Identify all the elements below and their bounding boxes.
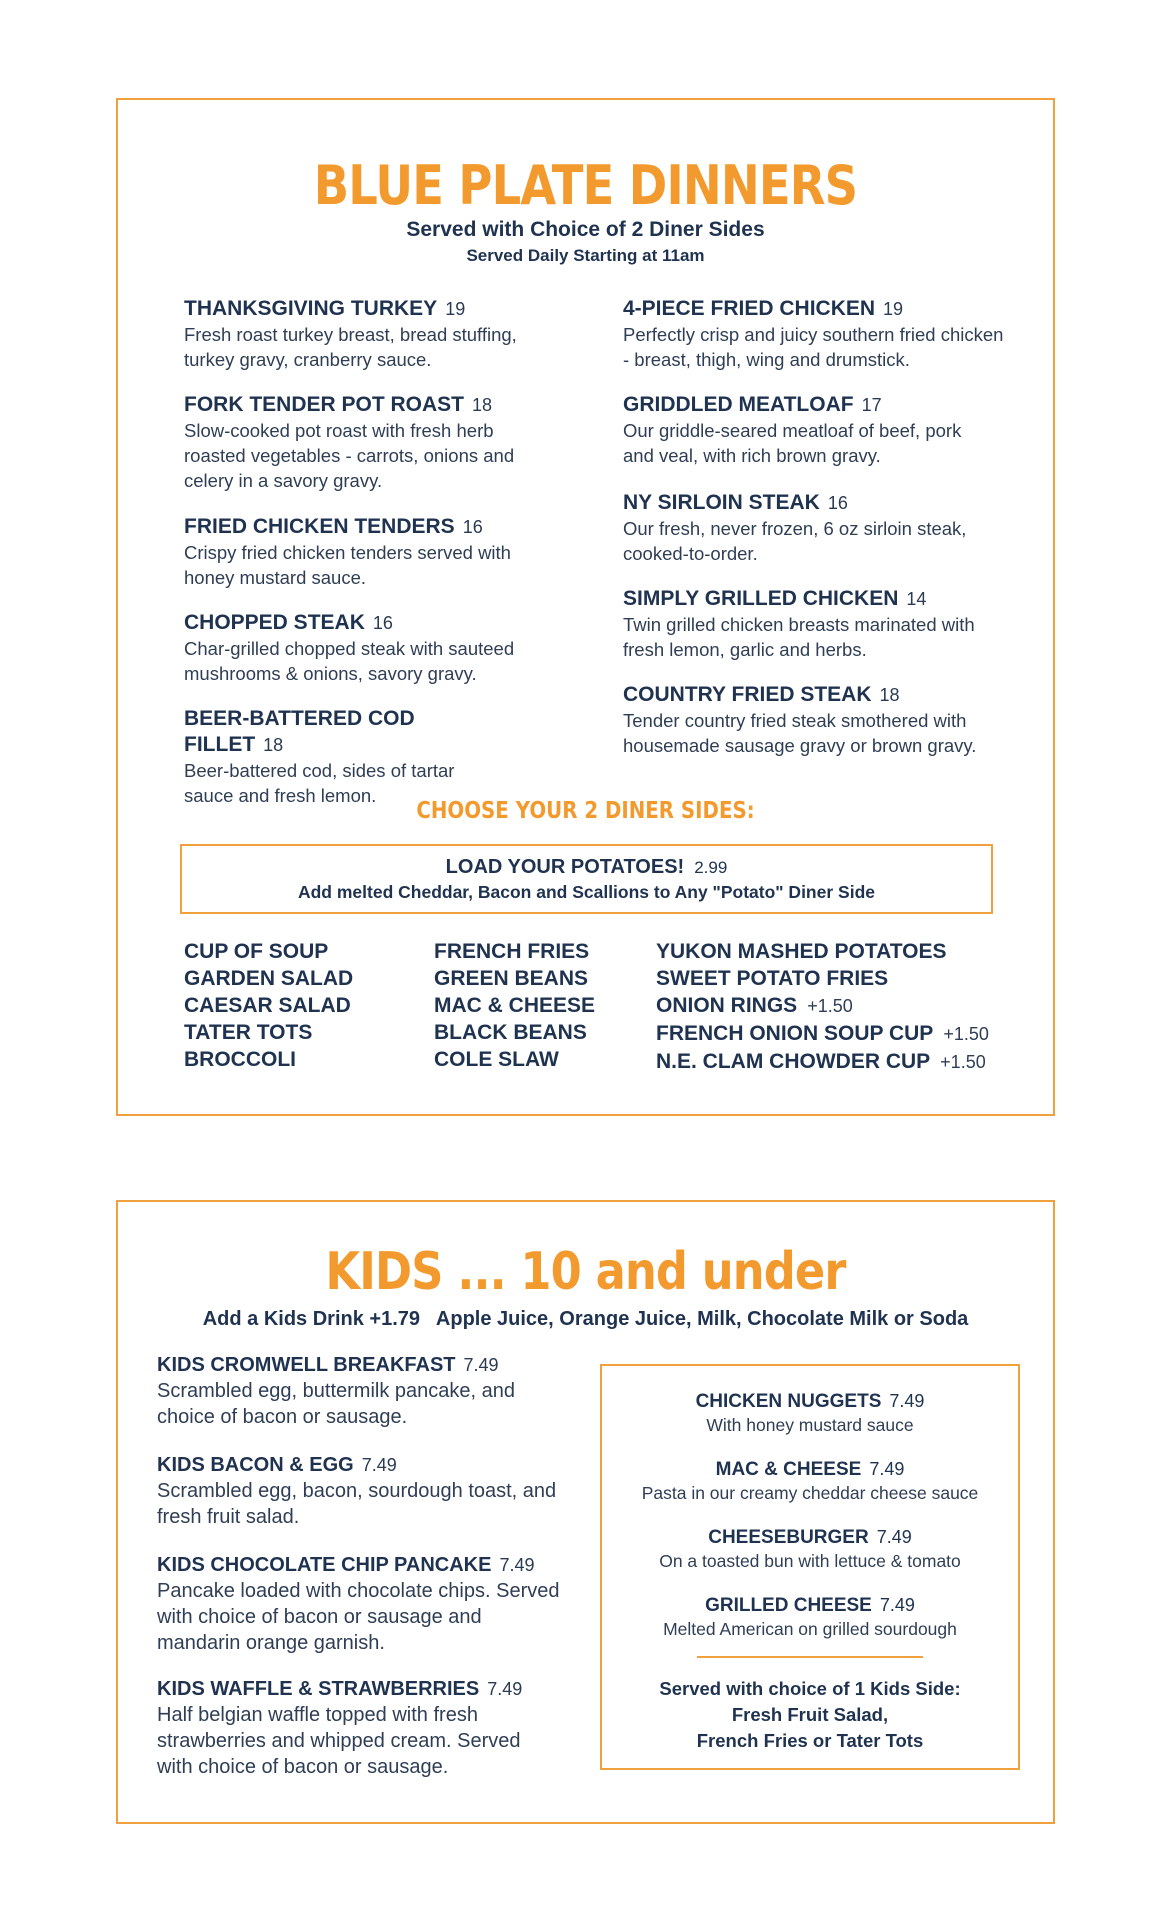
item-price: 7.49 <box>499 1555 535 1575</box>
item-name: GRIDDLED MEATLOAF <box>623 393 854 416</box>
dinner-item <box>184 296 544 372</box>
item-name: MAC & CHEESE <box>715 1459 862 1480</box>
kids-section <box>116 1200 1055 1824</box>
item-price: 14 <box>906 589 927 609</box>
side-name: ONION RINGS <box>656 994 798 1017</box>
kids-entree <box>602 1390 1018 1436</box>
item-name: CHICKEN NUGGETS <box>695 1391 882 1412</box>
item-name: CHOPPED STEAK <box>184 611 365 634</box>
dinners-subtitle: Served with Choice of 2 Diner Sides <box>406 218 765 241</box>
dinner-item <box>623 682 1013 758</box>
item-price: 7.49 <box>463 1355 499 1375</box>
item-price: 16 <box>827 493 848 513</box>
item-price: 18 <box>472 395 493 415</box>
load-title: LOAD YOUR POTATOES! <box>445 856 685 878</box>
item-price: 16 <box>372 613 393 633</box>
side-name: YUKON MASHED POTATOES <box>656 940 947 963</box>
side-item: GREEN BEANS <box>434 967 589 990</box>
dinner-item <box>184 392 544 493</box>
side-item: BLACK BEANS <box>434 1021 587 1044</box>
dinner-item <box>623 392 968 468</box>
item-price: 19 <box>445 299 466 319</box>
item-desc: Fresh roast turkey breast, bread stuffing, turkey gravy, cranberry sauce. <box>184 324 517 370</box>
item-desc: With honey mustard sauce <box>706 1415 914 1435</box>
kids-item <box>157 1352 577 1430</box>
side-item <box>656 965 989 992</box>
item-name: THANKSGIVING TURKEY <box>184 297 438 320</box>
item-price: 18 <box>879 685 900 705</box>
side-item <box>656 1048 989 1076</box>
item-name: KIDS BACON & EGG <box>157 1454 354 1476</box>
dinners-hours: Served Daily Starting at 11am <box>466 246 705 265</box>
item-name: SIMPLY GRILLED CHICKEN <box>623 587 899 610</box>
item-desc: Melted American on grilled sourdough <box>663 1619 957 1639</box>
side-item: FRENCH FRIES <box>434 940 590 963</box>
kids-title: KIDS ... 10 and under <box>325 1242 846 1302</box>
item-price: 7.49 <box>876 1527 912 1547</box>
item-name: FORK TENDER POT ROAST <box>184 393 465 416</box>
item-desc: Pancake loaded with chocolate chips. Served with choice of bacon or sausage and mandarin orange garnish. <box>157 1580 560 1654</box>
load-desc: Add melted Cheddar, Bacon and Scallions to Any "Potato" Diner Side <box>297 882 875 902</box>
item-desc: Pasta in our creamy cheddar cheese sauce <box>641 1483 979 1503</box>
dinners-title: BLUE PLATE DINNERS <box>313 154 858 217</box>
side-name: SWEET POTATO FRIES <box>656 967 889 990</box>
sides-column-1 <box>184 938 353 1073</box>
item-desc: Scrambled egg, bacon, sourdough toast, and fresh fruit salad. <box>157 1480 557 1528</box>
side-item: CAESAR SALAD <box>184 994 351 1017</box>
item-desc: Perfectly crisp and juicy southern fried chicken - breast, thigh, wing and drumstick. <box>623 324 1004 370</box>
side-item <box>656 1020 989 1048</box>
side-note-line: Served with choice of 1 Kids Side: <box>659 1678 961 1699</box>
kids-item <box>157 1676 587 1780</box>
dinner-item <box>184 706 504 808</box>
dinner-item <box>623 296 1013 372</box>
item-desc: Our griddle-seared meatloaf of beef, pork and veal, with rich brown gravy. <box>623 420 962 466</box>
side-name: FRENCH ONION SOUP CUP <box>656 1022 934 1045</box>
item-desc: On a toasted bun with lettuce & tomato <box>659 1551 961 1571</box>
item-price: 7.49 <box>879 1595 915 1615</box>
item-price: 7.49 <box>889 1391 925 1411</box>
sides-heading: CHOOSE YOUR 2 DINER SIDES: <box>416 798 755 824</box>
side-item <box>656 938 989 965</box>
kids-side-note <box>602 1676 1018 1754</box>
dinner-item <box>623 586 993 662</box>
item-price: 16 <box>462 517 483 537</box>
side-name: N.E. CLAM CHOWDER CUP <box>656 1050 931 1073</box>
item-name: BEER-BATTERED COD FILLET <box>184 707 415 756</box>
item-name: GRILLED CHEESE <box>705 1595 872 1616</box>
item-name: KIDS CROMWELL BREAKFAST <box>157 1354 456 1376</box>
side-item: BROCCOLI <box>184 1048 296 1071</box>
side-item: TATER TOTS <box>184 1021 313 1044</box>
item-price: 7.49 <box>869 1459 905 1479</box>
item-name: NY SIRLOIN STEAK <box>623 491 820 514</box>
item-desc: Twin grilled chicken breasts marinated with fresh lemon, garlic and herbs. <box>623 614 975 660</box>
item-name: COUNTRY FRIED STEAK <box>623 683 872 706</box>
item-desc: Beer-battered cod, sides of tartar sauce and fresh lemon. <box>184 760 455 806</box>
dinners-section <box>116 98 1055 1116</box>
divider <box>697 1656 923 1658</box>
item-desc: Slow-cooked pot roast with fresh herb roasted vegetables - carrots, onions and celery in a savory gravy. <box>184 420 515 491</box>
item-name: 4-PIECE FRIED CHICKEN <box>623 297 876 320</box>
item-desc: Char-grilled chopped steak with sauteed mushrooms & onions, savory gravy. <box>184 638 515 684</box>
side-upcharge: +1.50 <box>940 1052 986 1072</box>
item-price: 19 <box>883 299 904 319</box>
item-price: 7.49 <box>361 1455 397 1475</box>
side-item: COLE SLAW <box>434 1048 559 1071</box>
item-price: 17 <box>861 395 882 415</box>
item-name: CHEESEBURGER <box>708 1527 869 1548</box>
kids-item <box>157 1452 577 1530</box>
side-item: GARDEN SALAD <box>184 967 354 990</box>
item-desc: Tender country fried steak smothered with housemade sausage gravy or brown gravy. <box>623 710 977 756</box>
item-name: KIDS WAFFLE & STRAWBERRIES <box>157 1678 480 1700</box>
sides-column-3 <box>656 938 989 1076</box>
item-desc: Our fresh, never frozen, 6 oz sirloin steak, cooked-to-order. <box>623 518 967 564</box>
kids-entree <box>602 1594 1018 1640</box>
side-item <box>656 992 989 1020</box>
kids-entree <box>602 1526 1018 1572</box>
item-desc: Half belgian waffle topped with fresh strawberries and whipped cream. Served with choice of bacon or sausage. <box>157 1704 521 1778</box>
sides-column-2 <box>434 938 595 1073</box>
item-name: KIDS CHOCOLATE CHIP PANCAKE <box>157 1554 492 1576</box>
item-price: 18 <box>263 735 284 755</box>
item-name: FRIED CHICKEN TENDERS <box>184 515 455 538</box>
side-note-line: French Fries or Tater Tots <box>696 1730 924 1751</box>
kids-entrees-box <box>600 1364 1020 1770</box>
item-desc: Crispy fried chicken tenders served with honey mustard sauce. <box>184 542 511 588</box>
load-potatoes-box <box>180 844 993 914</box>
kids-entree <box>602 1458 1018 1504</box>
kids-item <box>157 1552 587 1656</box>
side-item: MAC & CHEESE <box>434 994 596 1017</box>
dinner-item <box>184 610 554 686</box>
side-upcharge: +1.50 <box>807 996 853 1016</box>
dinner-item <box>623 490 1013 566</box>
load-price: 2.99 <box>694 858 728 877</box>
dinner-item <box>184 514 524 590</box>
kids-drink-line: Add a Kids Drink +1.79 Apple Juice, Orange Juice, Milk, Chocolate Milk or Soda <box>202 1308 969 1330</box>
side-item: CUP OF SOUP <box>184 940 329 963</box>
item-desc: Scrambled egg, buttermilk pancake, and choice of bacon or sausage. <box>157 1380 515 1428</box>
side-upcharge: +1.50 <box>943 1024 989 1044</box>
side-note-line: Fresh Fruit Salad, <box>731 1704 889 1725</box>
item-price: 7.49 <box>487 1679 523 1699</box>
